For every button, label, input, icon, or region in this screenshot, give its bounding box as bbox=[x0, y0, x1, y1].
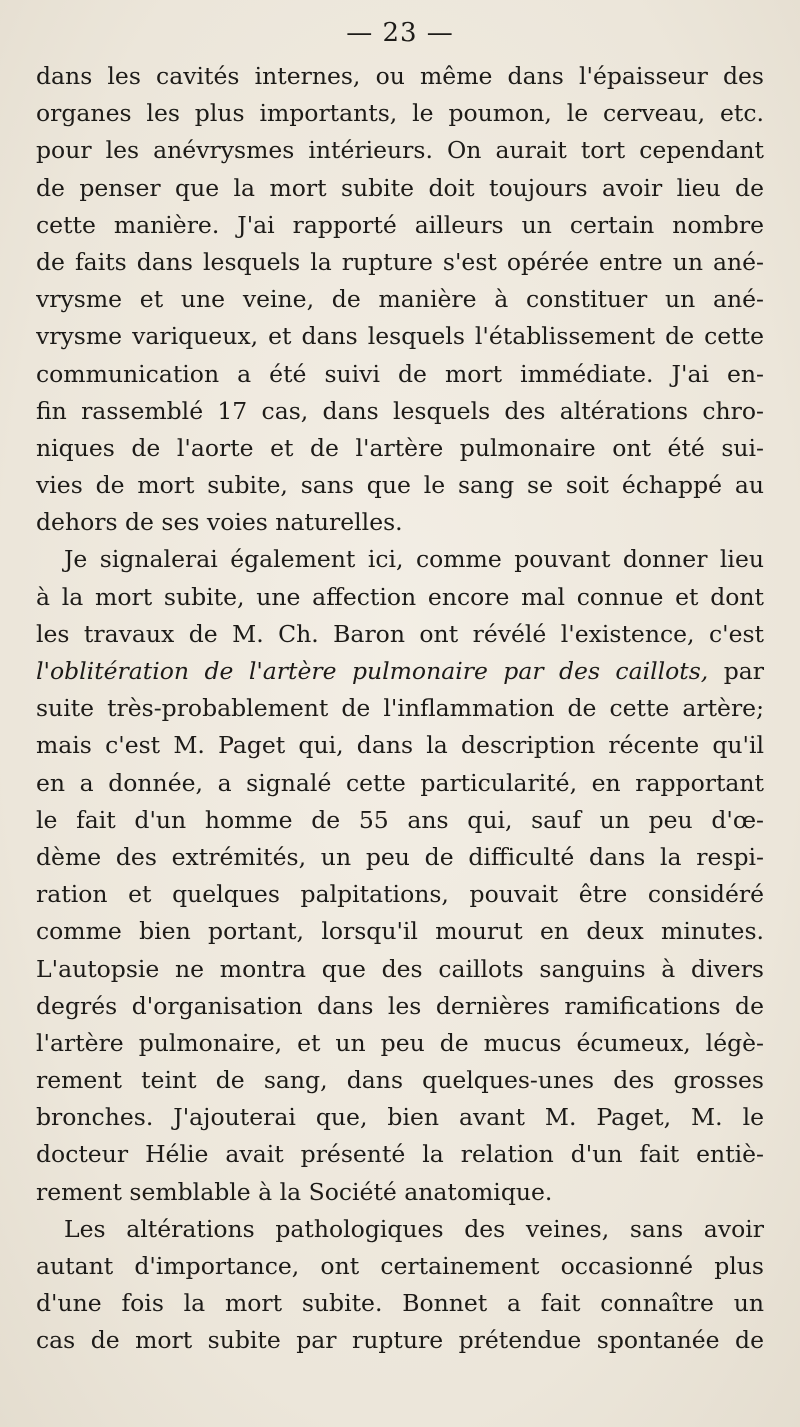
text-line: de faits dans lesquels la rupture s'est opérée entre un ané- bbox=[36, 247, 764, 276]
text-segment: par bbox=[708, 657, 764, 685]
text-line: suite très-probablement de l'inflammation de cette artère; bbox=[36, 694, 764, 723]
text-line: docteur Hélie avait présenté la relation d'un fait entiè- bbox=[36, 1140, 764, 1169]
text-line: fin rassemblé 17 cas, dans lesquels des altérations chro- bbox=[36, 396, 764, 425]
text-line: vrysme et une veine, de manière à constituer un ané- bbox=[36, 285, 764, 314]
text-line: d'une fois la mort subite. Bonnet a fait connaître un bbox=[36, 1289, 764, 1318]
text-line: le fait d'un homme de 55 ans qui, sauf un peu d'œ- bbox=[36, 805, 764, 834]
text-line-with-italic bbox=[36, 653, 764, 690]
paragraph-end-line: rement semblable à la Société anatomique. bbox=[36, 1177, 553, 1206]
text-line: niques de l'aorte et de l'artère pulmonaire ont été sui- bbox=[36, 433, 764, 462]
text-line: en a donnée, a signalé cette particularité, en rapportant bbox=[36, 768, 764, 797]
text-line: à la mort subite, une affection encore mal connue et dont bbox=[36, 582, 764, 611]
text-line: l'artère pulmonaire, et un peu de mucus écumeux, légè- bbox=[36, 1028, 764, 1057]
text-line: les travaux de M. Ch. Baron ont révélé l'existence, c'est bbox=[36, 619, 764, 648]
text-line: L'autopsie ne montra que des caillots sanguins à divers bbox=[36, 954, 764, 983]
text-line: degrés d'organisation dans les dernières ramifications de bbox=[36, 991, 764, 1020]
paragraph-start-line: Les altérations pathologiques des veines, sans avoir bbox=[64, 1214, 764, 1243]
text-line: pour les anévrysmes intérieurs. On aurait tort cependant bbox=[36, 136, 764, 165]
text-line: cette manière. J'ai rapporté ailleurs un certain nombre bbox=[36, 210, 764, 239]
text-line: autant d'importance, ont certainement occasionné plus bbox=[36, 1252, 764, 1280]
page-number: — 23 — bbox=[346, 18, 454, 48]
text-line: rement teint de sang, dans quelques-unes des grosses bbox=[36, 1066, 764, 1095]
text-line: mais c'est M. Paget qui, dans la description récente qu'il bbox=[36, 731, 764, 760]
paragraph-start-line: Je signalerai également ici, comme pouvant donner lieu bbox=[64, 545, 764, 574]
text-line: comme bien portant, lorsqu'il mourut en deux minutes. bbox=[36, 917, 764, 946]
text-line: bronches. J'ajouterai que, bien avant M. Paget, M. le bbox=[36, 1103, 764, 1132]
paragraph-end-line: dehors de ses voies naturelles. bbox=[36, 508, 403, 537]
text-line: communication a été suivi de mort immédiate. J'ai en- bbox=[36, 359, 764, 388]
text-line: dème des extrémités, un peu de difficulté dans la respi- bbox=[36, 842, 764, 871]
text-line: ration et quelques palpitations, pouvait être considéré bbox=[36, 880, 764, 909]
text-line: cas de mort subite par rupture prétendue spontanée de bbox=[36, 1326, 764, 1355]
text-line: vies de mort subite, sans que le sang se soit échappé au bbox=[36, 471, 764, 500]
text-line: dans les cavités internes, ou même dans l'épaisseur des bbox=[36, 62, 764, 90]
text-line: vrysme variqueux, et dans lesquels l'établissement de cette bbox=[36, 322, 764, 351]
text-line: de penser que la mort subite doit toujours avoir lieu de bbox=[36, 173, 764, 202]
text-line: organes les plus importants, le poumon, le cerveau, etc. bbox=[36, 99, 764, 128]
italic-phrase: l'oblitération de l'artère pulmonaire par des caillots, bbox=[36, 657, 709, 685]
text-body bbox=[36, 58, 764, 1360]
